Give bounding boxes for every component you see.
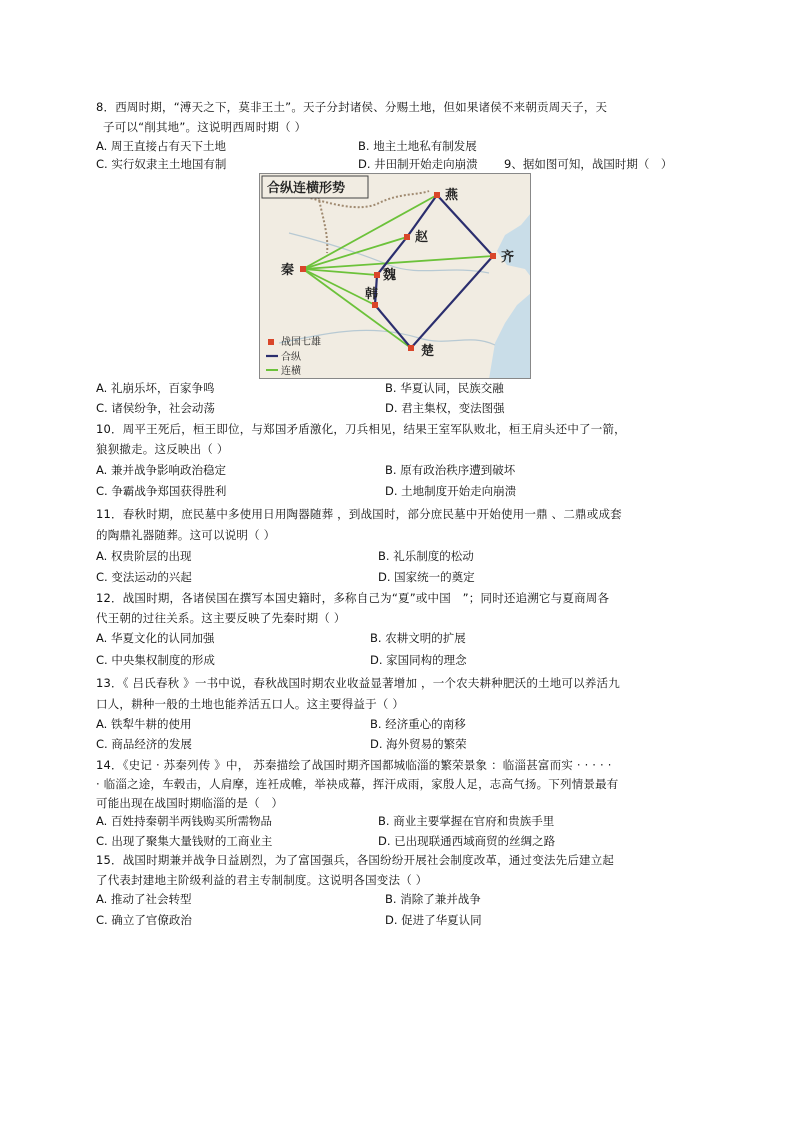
- q14-option-d: D. 已出现联通西域商贸的丝绸之路: [378, 834, 556, 848]
- q15-option-a: A. 推动了社会转型: [96, 892, 192, 906]
- q11-option-b: B. 礼乐制度的松动: [378, 549, 474, 563]
- q12-stem-line1: 12．战国时期，各诸侯国在撰写本国史籍时，多称自己为“夏”或中国 ”；同时还追溯它与夏商周各: [96, 591, 610, 605]
- legend-state-swatch: [268, 339, 274, 345]
- q11-option-d: D. 国家统一的奠定: [378, 570, 475, 584]
- q13-option-b: B. 经济重心的南移: [370, 717, 466, 731]
- q10-stem-line1: 10．周平王死后，桓王即位，与郑国矛盾激化，刀兵相见，结果王室军队败北，桓王肩头还中了一箭，: [96, 422, 626, 436]
- state-marker-chu: [408, 345, 414, 351]
- q11-stem-line1: 11．春秋时期，庶民墓中多使用日用陶器随葬 ，到战国时，部分庶民墓中开始使用一鼎 、二鼎或成套: [96, 507, 622, 521]
- q15-stem-line2: 了代表封建地主阶级利益的君主专制制度。这说明各国变法（ ）: [96, 873, 428, 887]
- state-marker-wei: [374, 272, 380, 278]
- q14-option-c: C. 出现了聚集大量钱财的工商业主: [96, 834, 273, 848]
- q13-stem-line2: 口人，耕种一般的土地也能养活五口人。这主要得益于（ ）: [96, 697, 405, 711]
- state-marker-zhao: [404, 234, 410, 240]
- q12-stem-line2: 代王朝的过往关系。这主要反映了先秦时期（ ）: [96, 611, 346, 625]
- state-label-han: 韩: [365, 287, 379, 302]
- state-label-wei: 魏: [383, 268, 397, 283]
- q10-option-a: A. 兼并战争影响政治稳定: [96, 463, 226, 477]
- state-marker-qin: [300, 266, 306, 272]
- state-label-yan: 燕: [445, 188, 459, 203]
- q14-option-a: A. 百姓持秦朝半两钱购买所需物品: [96, 814, 272, 828]
- q11-stem-line2: 的陶鼎礼器随葬。这可以说明（ ）: [96, 528, 276, 542]
- q9-option-a: A. 礼崩乐坏，百家争鸣: [96, 381, 215, 395]
- q11-option-a: A. 权贵阶层的出现: [96, 549, 192, 563]
- q11-option-c: C. 变法运动的兴起: [96, 570, 192, 584]
- state-label-zhao: 赵: [415, 230, 429, 245]
- state-label-qin: 秦: [281, 263, 295, 278]
- q13-option-d: D. 海外贸易的繁荣: [370, 737, 467, 751]
- q8-option-b: B. 地主土地私有制发展: [358, 139, 477, 153]
- map-svg: [259, 173, 531, 379]
- q9-stem: 9、据如图可知，战国时期（ ）: [504, 157, 673, 171]
- legend-hezong: 合纵: [281, 352, 301, 363]
- q8-stem-line1: 8．西周时期，“溥天之下，莫非王土”。天子分封诸侯、分赐土地，但如果诸侯不来朝贡周天子，天: [96, 100, 608, 114]
- q13-option-c: C. 商品经济的发展: [96, 737, 192, 751]
- q14-stem-line3: 可能出现在战国时期临淄的是（ ）: [96, 796, 284, 810]
- q12-option-d: D. 家国同构的理念: [370, 653, 467, 667]
- q15-option-d: D. 促进了华夏认同: [385, 913, 482, 927]
- q12-option-c: C. 中央集权制度的形成: [96, 653, 215, 667]
- q8-option-d: D. 井田制开始走向崩溃: [358, 157, 478, 171]
- q10-stem-line2: 狼狈撤走。这反映出（ ）: [96, 442, 229, 456]
- q13-option-a: A. 铁犁牛耕的使用: [96, 717, 192, 731]
- q12-option-b: B. 农耕文明的扩展: [370, 631, 466, 645]
- q9-option-c: C. 诸侯纷争，社会动荡: [96, 401, 215, 415]
- state-marker-qi: [490, 253, 496, 259]
- q15-stem-line1: 15．战国时期兼并战争日益剧烈，为了富国强兵，各国纷纷开展社会制度改革，通过变法先后建立起: [96, 853, 615, 867]
- hezong-lianheng-map: [259, 173, 531, 379]
- q10-option-c: C. 争霸战争郑国获得胜利: [96, 484, 227, 498]
- q14-option-b: B. 商业主要掌握在官府和贵族手里: [378, 814, 555, 828]
- state-marker-han: [372, 302, 378, 308]
- state-marker-yan: [434, 192, 440, 198]
- legend-lianheng: 连横: [281, 366, 301, 377]
- q8-option-a: A. 周王直接占有天下土地: [96, 139, 226, 153]
- q15-option-c: C. 确立了官僚政治: [96, 913, 192, 927]
- q12-option-a: A. 华夏文化的认同加强: [96, 631, 215, 645]
- q15-option-b: B. 消除了兼并战争: [385, 892, 481, 906]
- q8-option-c: C. 实行奴隶主土地国有制: [96, 157, 227, 171]
- q14-stem-line1: 14．《史记 · 苏秦列传 》中， 苏秦描绘了战国时期齐国都城临淄的繁荣景象 ：临淄甚富而实 · · · · ·: [96, 758, 612, 772]
- q10-option-b: B. 原有政治秩序遭到破坏: [385, 463, 516, 477]
- q9-option-d: D. 君主集权，变法图强: [385, 401, 505, 415]
- state-label-qi: 齐: [501, 250, 515, 265]
- state-label-chu: 楚: [421, 344, 435, 359]
- map-title: 合纵连横形势: [267, 181, 346, 196]
- legend-seven-states: 战国七雄: [281, 337, 321, 348]
- q14-stem-line2: · 临淄之途，车毂击，人肩摩，连衽成帷，举袂成幕，挥汗成雨，家殷人足，志高气扬。下列情景最有: [96, 777, 619, 791]
- q10-option-d: D. 土地制度开始走向崩溃: [385, 484, 517, 498]
- q9-option-b: B. 华夏认同，民族交融: [385, 381, 504, 395]
- q8-stem-line2: 子可以“削其地”。这说明西周时期（ ）: [103, 120, 307, 134]
- q13-stem-line1: 13．《 吕氏春秋 》一书中说，春秋战国时期农业收益显著增加 ，一个农夫耕种肥沃的土地可以养活九: [96, 676, 620, 690]
